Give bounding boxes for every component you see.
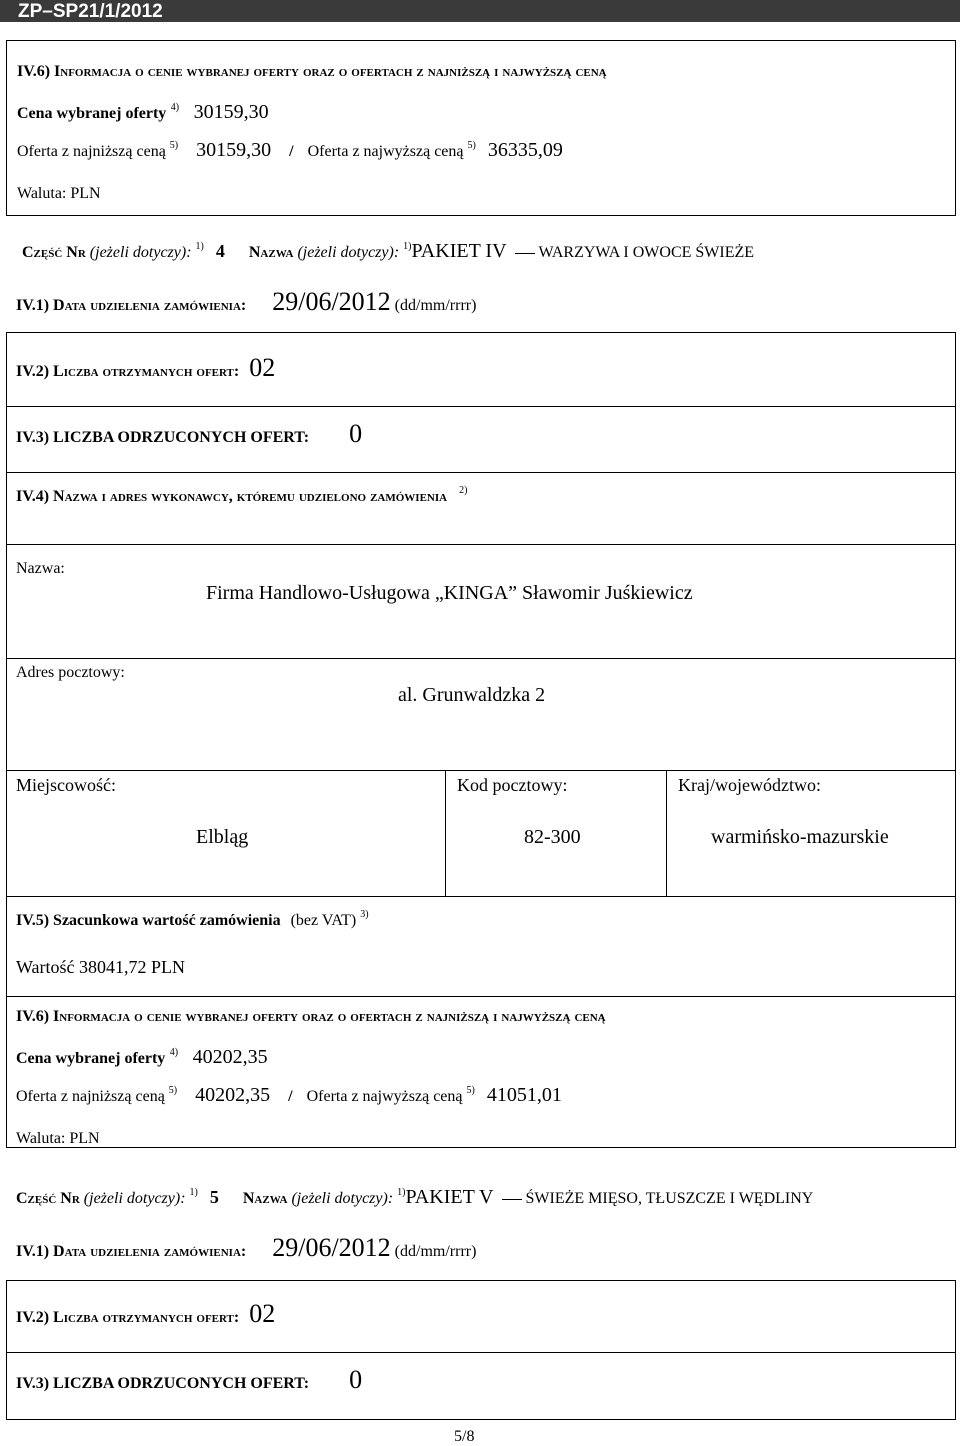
part5-iv3-label: IV.3) LICZBA ODRZUCONYCH OFERT: xyxy=(16,1375,310,1392)
part4-label: Część Nr xyxy=(22,244,86,261)
contractor-name-label: Nazwa: xyxy=(16,560,65,577)
part4-lowest-label: Oferta z najniższą ceną xyxy=(16,1088,165,1105)
region-label: Kraj/województwo: xyxy=(678,775,821,795)
part5-iv3-row xyxy=(16,1366,362,1395)
part4-iv5-label: IV.5) Szacunkowa wartość zamówienia xyxy=(16,912,281,929)
part4-currency-label: Waluta: PLN xyxy=(16,1130,100,1147)
highest-value: 36335,09 xyxy=(487,139,563,161)
part5-name-label: Nazwa xyxy=(242,1190,288,1207)
part4-date: 29/06/2012 xyxy=(272,287,391,316)
part4-vline-2 xyxy=(666,770,667,896)
lowest-sup: 5) xyxy=(169,140,179,151)
part5-iv1-label: IV.1) Data udzielenia zamówienia: xyxy=(16,1243,247,1260)
selected-price-label: Cena wybranej oferty xyxy=(17,105,167,122)
part5-sup: 1) xyxy=(189,1187,198,1198)
part5-date-format: (dd/mm/rrrr) xyxy=(394,1243,477,1260)
part5-header-row xyxy=(16,1186,813,1208)
city-label: Miejscowość: xyxy=(16,775,116,795)
selected-price-sup: 4) xyxy=(170,102,180,113)
part4-highest-sup: 5) xyxy=(466,1085,475,1096)
part4-lowest-value: 40202,35 xyxy=(195,1084,271,1106)
part4-line-f xyxy=(6,896,956,897)
selected-price-value: 30159,30 xyxy=(193,101,269,123)
part4-lowest-sup: 5) xyxy=(168,1085,178,1096)
part4-vline-1 xyxy=(445,770,446,896)
lowest-highest-row xyxy=(17,139,563,161)
part5-name-sup: 1) xyxy=(397,1187,406,1198)
postcode-value: 82-300 xyxy=(524,826,581,848)
part4-selected-price-row xyxy=(16,1046,268,1068)
part4-lowest-highest-row xyxy=(16,1084,562,1106)
iv6-heading: IV.6) Informacja o cenie wybranej oferty oraz o ofertach z najniższą i najwyższą ceną xyxy=(17,63,607,80)
part4-iv5-sup: 3) xyxy=(360,909,369,920)
part4-line-c xyxy=(6,544,956,545)
part5-line-a xyxy=(6,1352,956,1353)
part4-iv1-row xyxy=(16,288,476,317)
part4-date-format: (dd/mm/rrrr) xyxy=(394,297,477,314)
address-label: Adres pocztowy: xyxy=(16,664,125,681)
part4-value-line: Wartość 38041,72 PLN xyxy=(16,957,186,977)
highest-sup: 5) xyxy=(467,140,476,151)
part4-highest-value: 41051,01 xyxy=(486,1084,562,1106)
part4-name-main: PAKIET IV xyxy=(411,240,507,262)
postcode-label: Kod pocztowy: xyxy=(457,775,568,795)
address-value: al. Grunwaldzka 2 xyxy=(398,684,546,706)
part4-header-row xyxy=(22,240,754,262)
part4-sup: 1) xyxy=(195,241,204,252)
part4-selected-price-label: Cena wybranej oferty xyxy=(16,1050,166,1067)
part4-name-if: (jeżeli dotyczy): xyxy=(297,244,400,261)
lowest-value: 30159,30 xyxy=(196,139,272,161)
part4-iv4-sup: 2) xyxy=(459,485,468,496)
part4-name-label: Nazwa xyxy=(248,244,294,261)
price-separator: / xyxy=(289,143,294,160)
part5-label: Część Nr xyxy=(16,1190,80,1207)
part4-line-b xyxy=(6,472,956,473)
part5-iv1-row xyxy=(16,1234,476,1263)
region-value: warmińsko-mazurskie xyxy=(711,826,889,848)
part5-iv2-row xyxy=(16,1300,275,1329)
part4-if: (jeżeli dotyczy): xyxy=(89,244,192,261)
part4-line-g xyxy=(6,996,956,997)
part5-if: (jeżeli dotyczy): xyxy=(83,1190,186,1207)
part4-line-e xyxy=(6,770,956,771)
price-info-box-1 xyxy=(6,40,956,216)
part4-main-box xyxy=(6,332,956,1148)
part5-name-if: (jeżeli dotyczy): xyxy=(291,1190,394,1207)
part4-selected-price-value: 40202,35 xyxy=(192,1046,268,1068)
part4-offers-rejected: 0 xyxy=(349,419,363,448)
part4-highest-label: Oferta z najwyższą ceną xyxy=(306,1088,463,1105)
part4-iv1-label: IV.1) Data udzielenia zamówienia: xyxy=(16,297,247,314)
part4-offers-received: 02 xyxy=(249,353,276,382)
part4-iv4-row xyxy=(16,485,468,506)
part4-number: 4 xyxy=(215,241,225,261)
part5-number: 5 xyxy=(209,1187,219,1207)
page-number: 5/8 xyxy=(454,1428,475,1445)
part4-iv3-row xyxy=(16,420,362,449)
part4-selected-price-sup: 4) xyxy=(169,1047,179,1058)
part5-name-main: PAKIET V xyxy=(405,1186,494,1208)
part4-iv2-label: IV.2) Liczba otrzymanych ofert: xyxy=(16,363,240,380)
part4-name-rest: WARZYWA I OWOCE ŚWIEŻE xyxy=(538,244,755,261)
document-header xyxy=(0,0,960,22)
part4-name-dash xyxy=(515,253,535,254)
part4-iv3-label: IV.3) LICZBA ODRZUCONYCH OFERT: xyxy=(16,429,310,446)
part4-iv5-row xyxy=(16,909,369,930)
contractor-name: Firma Handlowo-Usługowa „KINGA” Sławomir Juśkiewicz xyxy=(206,582,693,604)
part4-line-d xyxy=(6,658,956,659)
part5-offers-received: 02 xyxy=(249,1299,276,1328)
part5-date: 29/06/2012 xyxy=(272,1233,391,1262)
selected-price-row xyxy=(17,101,269,123)
document-id: ZP–SP21/1/2012 xyxy=(18,1,163,22)
part5-offers-rejected: 0 xyxy=(349,1365,363,1394)
part4-name-sup: 1) xyxy=(403,241,412,252)
part5-iv2-label: IV.2) Liczba otrzymanych ofert: xyxy=(16,1309,240,1326)
highest-label: Oferta z najwyższą ceną xyxy=(307,143,464,160)
city-value: Elbląg xyxy=(196,826,249,848)
part4-price-separator: / xyxy=(288,1088,293,1105)
currency-label: Waluta: PLN xyxy=(17,185,101,202)
part4-iv5-note: (bez VAT) xyxy=(290,912,357,929)
part4-line-a xyxy=(6,406,956,407)
part4-iv4-label: IV.4) Nazwa i adres wykonawcy, któremu udzielono zamówienia xyxy=(16,488,448,505)
lowest-label: Oferta z najniższą ceną xyxy=(17,143,166,160)
part5-name-dash xyxy=(502,1199,522,1200)
part4-iv6-heading: IV.6) Informacja o cenie wybranej oferty oraz o ofertach z najniższą i najwyższą ceną xyxy=(16,1008,606,1025)
part4-iv2-row xyxy=(16,354,275,383)
part5-name-rest: ŚWIEŻE MIĘSO, TŁUSZCZE I WĘDLINY xyxy=(525,1190,814,1207)
